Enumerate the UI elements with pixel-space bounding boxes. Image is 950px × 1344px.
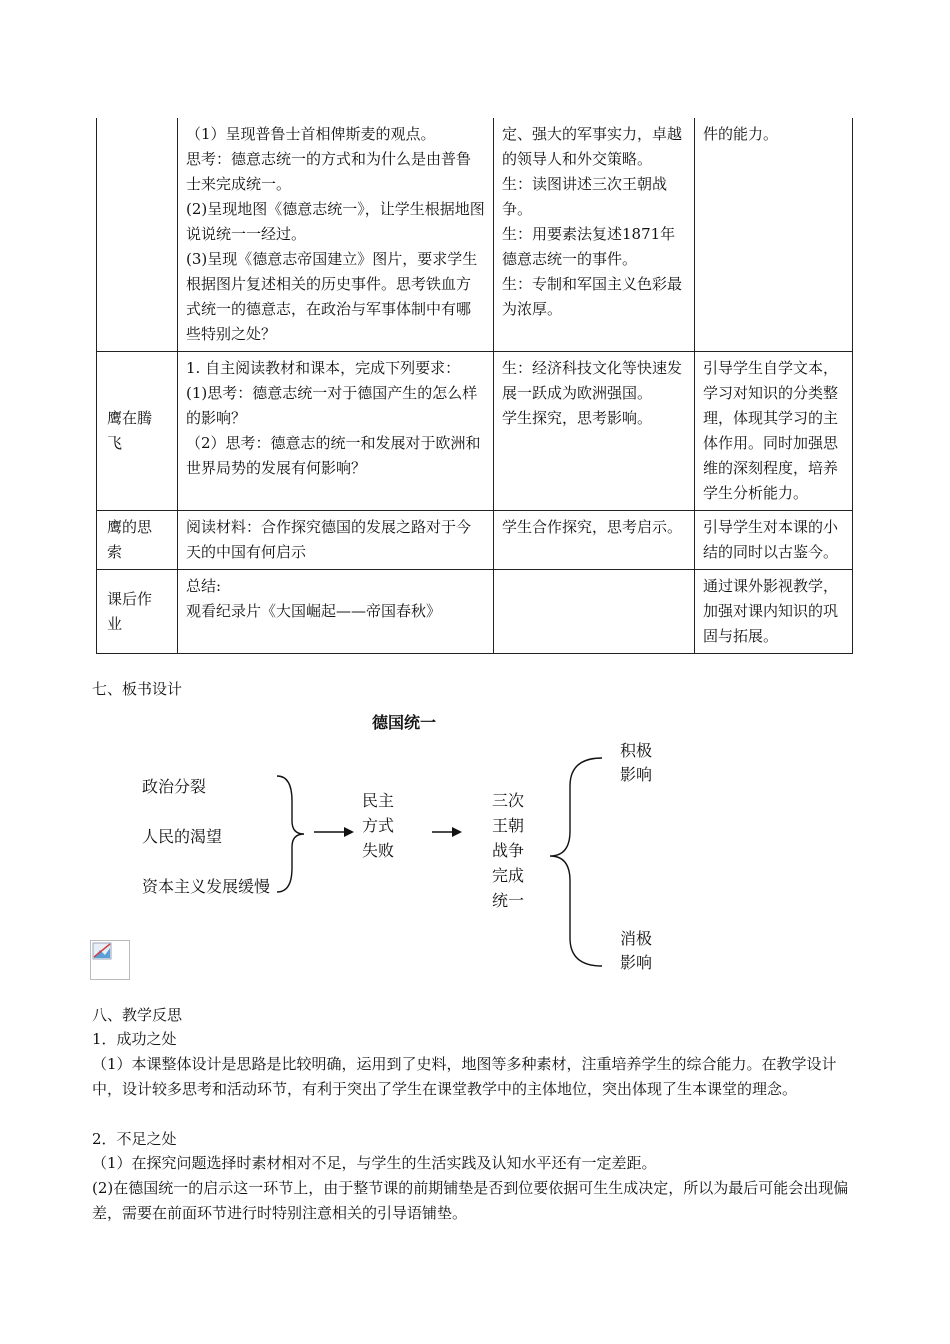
intent-line: 引导学生对本课的小结的同时以古鉴今。 (703, 518, 839, 561)
shortfall-paragraph-2: (2)在德国统一的启示这一环节上，由于整节课的前期铺垫是否到位要依据可生生成决定，所以为最后可能会出现偏差，需要在前面环节进行时特别注意相关的引导语铺垫。 (92, 1179, 849, 1222)
table-row (97, 511, 853, 570)
activity-cell (178, 118, 494, 352)
shortfall-paragraph-1: （1）在探究问题选择时素材相对不足，与学生的生活实践及认知水平还有一定差距。 (92, 1154, 657, 1172)
positive-line: 影响 (620, 765, 653, 784)
broken-image-icon (91, 941, 129, 979)
student-line: 定、强大的军事实力，卓越的领导人和外交策略。 (502, 125, 683, 168)
success-line: 三次 (492, 791, 525, 810)
student-line: 生：用要素法复述1871年德意志统一的事件。 (502, 225, 676, 268)
table-row (97, 352, 853, 511)
activity-line: 思考：德意志统一的方式和为什么是由普鲁士来完成统一。 (186, 150, 472, 193)
cause-bracket (277, 776, 304, 892)
student-cell (494, 511, 695, 570)
student-cell (494, 118, 695, 352)
failed-line: 民主 (362, 791, 395, 810)
success-line: 王朝 (492, 816, 525, 835)
cause-slow-capitalism: 资本主义发展缓慢 (142, 877, 271, 896)
activity-line: 观看纪录片《大国崛起——帝国春秋》 (186, 602, 442, 620)
activity-cell (178, 511, 494, 570)
activity-line: （2）思考：德意志的统一和发展对于欧洲和世界局势的发展有何影响？ (186, 434, 481, 477)
stage-cell (97, 118, 178, 352)
success-line: 统一 (492, 891, 525, 910)
failed-line: 失败 (362, 841, 395, 860)
stage-cell (97, 352, 178, 511)
intent-cell (695, 118, 853, 352)
student-line: 学生探究，思考影响。 (502, 409, 653, 427)
student-cell (494, 352, 695, 511)
board-design-diagram (92, 706, 692, 976)
stage-cell (97, 570, 178, 654)
diagram-title: 德国统一 (372, 713, 437, 732)
shortfall-heading: 2．不足之处 (92, 1130, 177, 1148)
student-line: 生：读图讲述三次王朝战争。 (502, 175, 668, 218)
section-8-heading: 八、教学反思 (92, 1006, 183, 1024)
section-7-heading: 七、板书设计 (92, 680, 183, 698)
stage-label: 鹰在腾飞 (107, 409, 153, 452)
intent-line: 通过课外影视教学，加强对课内知识的巩固与拓展。 (703, 577, 839, 645)
arrow-1-head (344, 827, 354, 837)
negative-line: 影响 (620, 953, 653, 972)
student-line: 生：经济科技文化等快速发展一跃成为欧洲强国。 (502, 359, 683, 402)
arrow-2-head (452, 827, 462, 837)
activity-cell (178, 352, 494, 511)
activity-line: （1）呈现普鲁士首相俾斯麦的观点。 (186, 125, 436, 143)
stage-label: 鹰的思索 (107, 518, 153, 561)
success-line: 完成 (492, 866, 525, 885)
positive-line: 积极 (620, 741, 653, 760)
broken-image-placeholder (90, 940, 130, 980)
cause-political-split: 政治分裂 (142, 777, 207, 796)
activity-line: 阅读材料：合作探究德国的发展之路对于今天的中国有何启示 (186, 518, 472, 561)
student-cell (494, 570, 695, 654)
activity-cell (178, 570, 494, 654)
negative-line: 消极 (620, 929, 653, 948)
intent-cell (695, 352, 853, 511)
success-line: 战争 (492, 841, 525, 860)
success-heading: 1．成功之处 (92, 1030, 177, 1048)
activity-line: 总结: (186, 577, 222, 595)
activity-line: (2)呈现地图《德意志统一》，让学生根据地图说说统一一经过。 (186, 200, 485, 243)
stage-label: 课后作业 (107, 589, 153, 633)
activity-line: (1)思考：德意志统一对于德国产生的怎么样的影响？ (186, 384, 478, 427)
cause-people-desire: 人民的渴望 (142, 827, 223, 846)
intent-cell (695, 511, 853, 570)
success-paragraph: （1）本课整体设计是思路是比较明确，运用到了史料，地图等多种素材，注重培养学生的综合能力。在教学设计中，设计较多思考和活动环节，有利于突出了学生在课堂教学中的主体地位，突出体现了生本课堂的理念。 (92, 1055, 837, 1098)
failed-line: 方式 (362, 816, 395, 835)
table-row (97, 570, 853, 654)
intent-line: 件的能力。 (703, 125, 779, 143)
lesson-table (96, 118, 853, 654)
spacer (186, 481, 485, 506)
activity-line: (3)呈现《德意志帝国建立》图片，要求学生根据图片复述相关的历史事件。思考铁血方式统一的德意志，在政治与军事体制中有哪些特别之处？ (186, 250, 478, 343)
student-line: 学生合作探究，思考启示。 (502, 518, 683, 536)
table-row (97, 118, 853, 352)
intent-cell (695, 570, 853, 654)
stage-cell (97, 511, 178, 570)
activity-line: 1. 自主阅读教材和课本，完成下列要求： (186, 359, 461, 377)
intent-line: 引导学生自学文本，学习对知识的分类整理，体现其学习的主体作用。同时加强思维的深刻程度，培养学生分析能力。 (703, 359, 839, 502)
effect-brace (550, 758, 602, 966)
student-line: 生：专制和军国主义色彩最为浓厚。 (502, 275, 683, 318)
